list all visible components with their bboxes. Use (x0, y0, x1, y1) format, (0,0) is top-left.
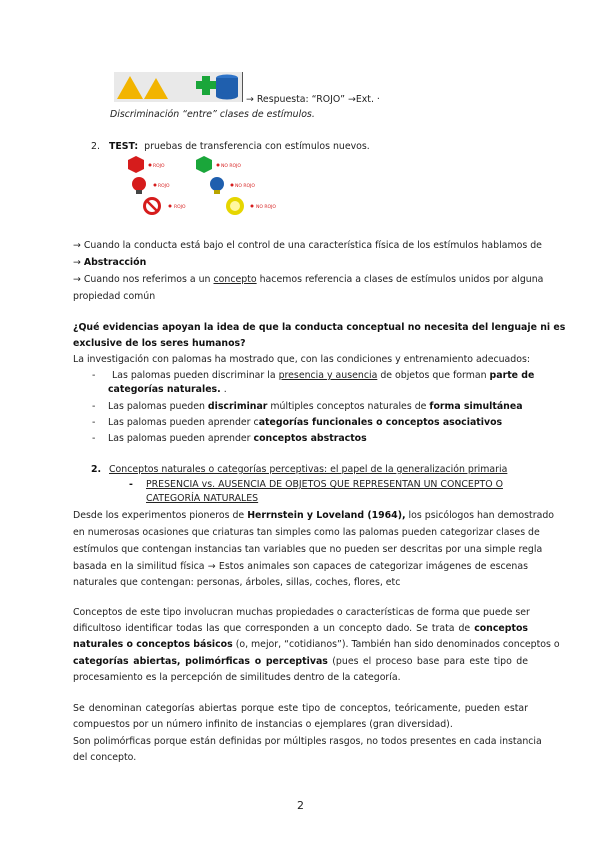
label-rojo-1: ROJO (153, 164, 165, 169)
para1-line4: basada en la similitud física → Estos animales son capaces de categorizar imágenes de escenas (73, 561, 528, 572)
red-hexagon-icon (128, 156, 144, 173)
question-l2: exclusive de los seres humanos? (73, 338, 246, 349)
red-bulb-base-icon (136, 190, 142, 194)
para2-l3-b: (o, mejor, “cotidianos”). También han sido denominados conceptos o (235, 639, 560, 650)
p1-line3 (73, 273, 543, 286)
p1-arrow: → (73, 257, 81, 268)
para3-line4: del concepto. (73, 752, 137, 763)
moon-icon (173, 77, 184, 99)
para2-l2-b: conceptos (474, 623, 528, 634)
b1-a: Las palomas pueden discriminar la (112, 370, 276, 381)
b4-b: conceptos abstractos (253, 433, 367, 444)
para2-l2-a: dificultoso identificar todas las que corresponden a un concepto dado. Se trata de (73, 623, 471, 634)
dash-3: - (92, 417, 96, 428)
b2-c: múltiples conceptos naturales de (270, 401, 427, 412)
bullet-4 (108, 432, 367, 445)
section-number-text: 2. (91, 464, 102, 475)
triangle-shape (117, 76, 143, 99)
cylinder-bottom-icon (216, 93, 238, 100)
red-dot-3 (169, 205, 172, 208)
section-title: Conceptos naturales o categorías perceptivas: el papel de la generalización primaria (109, 464, 508, 475)
p1-abstraccion: Abstracción (83, 257, 147, 268)
para2-l4-a: categorías abiertas, polimórficas o perceptivas (73, 656, 328, 667)
sub-dash: - (129, 479, 133, 490)
para1-line3: estímulos que contengan instancias tan variables que no pueden ser descritas por una simple regla (73, 544, 543, 555)
question-line2 (73, 337, 246, 350)
dash-2: - (92, 401, 96, 412)
para1-line5: naturales que contengan: personas, árboles, sillas, coches, flores, etc (73, 577, 401, 588)
section-number (91, 463, 101, 476)
para1-l1-a: Desde los experimentos pioneros de (73, 510, 245, 521)
p1-line2 (73, 256, 146, 269)
b2-a: Las palomas pueden (108, 401, 205, 412)
para3-line2: compuestos por un número infinito de instancias o ejemplares (gran diversidad). (73, 719, 453, 730)
para2-l3-a: naturales o conceptos básicos (73, 639, 233, 650)
b1-l2: categorías naturales. (108, 384, 221, 395)
bullet-1-line2 (108, 383, 227, 396)
p1-concepto: concepto (213, 274, 257, 285)
red-dot-2 (154, 184, 157, 187)
red-bulb-icon (132, 177, 146, 191)
red-dot-5 (231, 184, 234, 187)
para2-line2 (73, 622, 528, 635)
dash-1: - (92, 370, 96, 381)
discriminacion-text: Discriminación “entre” clases de estímulos. (110, 109, 315, 120)
para3-line1: Se denominan categorías abiertas porque este tipo de conceptos, teóricamente, pueden estar (73, 703, 528, 714)
label-no-rojo-2: NO ROJO (235, 184, 255, 189)
label-rojo-3: ROJO (174, 205, 186, 210)
blue-bulb-icon (210, 177, 224, 191)
b1-c: parte de (489, 370, 535, 381)
subsection-line1: PRESENCIA vs. AUSENCIA DE OBJETOS QUE REPRESENTAN UN CONCEPTO O (146, 479, 503, 490)
green-hexagon-icon (196, 156, 212, 173)
para2-line5: procesamiento es la percepción de similitudes dentro de la categoría. (73, 672, 401, 683)
b3-a: Las palomas pueden aprender c (108, 417, 259, 428)
question-line1 (73, 321, 566, 334)
b1-b: de objetos que forman (380, 370, 487, 381)
page-number: 2 (297, 799, 304, 812)
shapes-figure (114, 72, 243, 102)
b1-u: presencia y ausencia (278, 370, 378, 381)
blue-bulb-base-icon (214, 190, 220, 194)
yellow-triangle-icon (144, 78, 168, 99)
subsection-dash (129, 478, 133, 491)
para1-l1-b: Herrnstein y Loveland (1964), (247, 510, 406, 521)
bullet-2 (108, 400, 523, 413)
b1-l2b: . (223, 384, 227, 395)
para2-l4-b: (pues el proceso base para este tipo de (332, 656, 528, 667)
para1-line2: en numerosas ocasiones que criaturas tan simples como las palomas pueden categorizar clases de (73, 527, 540, 538)
p1-l3-b: hacemos referencia a clases de estímulos unidos por alguna (259, 274, 544, 285)
para2-line3 (73, 638, 560, 651)
stimuli-figure (122, 154, 292, 220)
subsection-line2: CATEGORÍA NATURALES (146, 493, 259, 504)
bullet-1 (112, 369, 534, 382)
b3-b: ategorías funcionales o conceptos asociativos (258, 417, 503, 428)
b2-b: discriminar (207, 401, 268, 412)
yellow-sun-inner-icon (230, 201, 240, 211)
para2-line4 (73, 655, 528, 668)
cross-icon (196, 76, 216, 95)
para3-line3: Son polimórficas porque están definidas por múltiples rasgos, no todos presentes en cada instancia (73, 736, 542, 747)
dash-4: - (92, 433, 96, 444)
shapes-svg (114, 72, 242, 102)
p1-line1: → Cuando la conducta está bajo el control de una característica física de los estímulos hablamos de (73, 240, 542, 251)
red-dot-1 (149, 164, 152, 167)
p1-l3-a: → Cuando nos referimos a un (73, 274, 211, 285)
test-number: 2. (91, 141, 100, 152)
b2-d: forma simultánea (429, 401, 523, 412)
respuesta-text: → Respuesta: “ROJO” →Ext. · (246, 94, 380, 105)
label-no-rojo-3: NO ROJO (256, 205, 276, 210)
b4-a: Las palomas pueden aprender (108, 433, 251, 444)
para1-l1-c: los psicólogos han demostrado (408, 510, 555, 521)
red-dot-4 (217, 164, 220, 167)
label-no-rojo-1: NO ROJO (221, 164, 241, 169)
p1-line4: propiedad común (73, 291, 156, 302)
para2-line1: Conceptos de este tipo involucran muchas propiedades o características de forma que puede ser (73, 607, 530, 618)
question-line3: La investigación con palomas ha mostrado que, con las condiciones y entrenamiento adecuados: (73, 354, 531, 365)
test-title: TEST: (109, 141, 139, 152)
test-line (109, 140, 370, 153)
red-dot-6 (251, 205, 254, 208)
para1-line1 (73, 509, 555, 522)
test-text: pruebas de transferencia con estímulos nuevos. (144, 141, 370, 152)
question-l1: ¿Qué evidencias apoyan la idea de que la conducta conceptual no necesita del lenguaje ni es (73, 322, 566, 333)
label-rojo-2: ROJO (158, 184, 170, 189)
bullet-3 (108, 416, 502, 429)
